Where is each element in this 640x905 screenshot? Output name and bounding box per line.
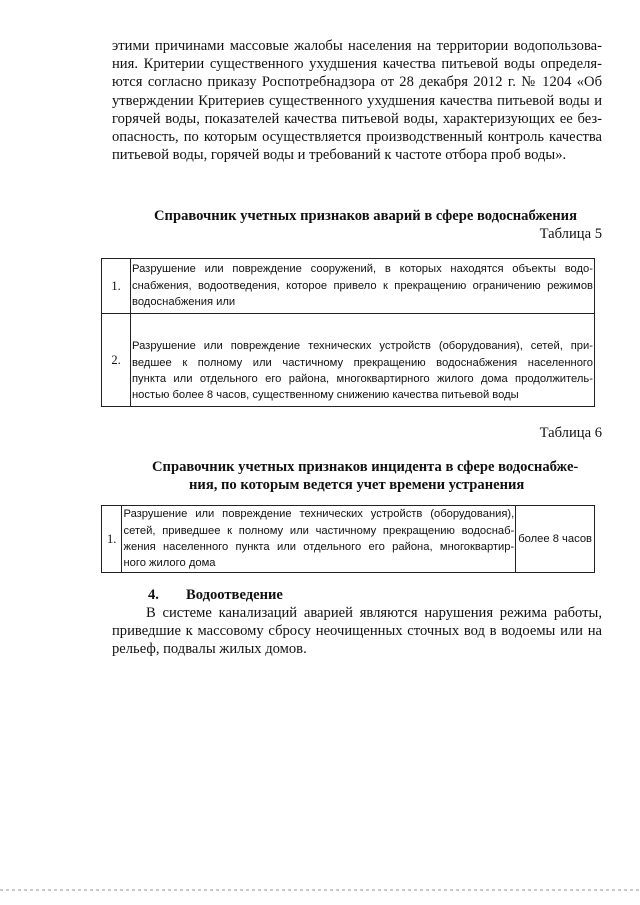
row-number: 1.: [102, 506, 122, 573]
section4-number: 4.: [148, 587, 159, 603]
row-text-line: снабжения, водоотведения, которое привело к прекращению ограничению режимов: [132, 279, 593, 292]
row-text-line: сетей, приведшее к полному или частичному прекращению водоснаб-: [123, 524, 515, 537]
row-number: 1.: [102, 259, 131, 314]
row-duration: более 8 часов: [516, 506, 595, 573]
table-row: [102, 506, 595, 573]
row-text-line: ного жилого дома: [123, 557, 216, 570]
row-text-line: Разрушение или повреждение технических устройств (оборудования),: [123, 508, 515, 521]
section4-line: приведшие к массовому сбросу неочищенных сточных вод в водоемы или на: [112, 623, 602, 640]
scan-artifact-line: [0, 889, 640, 891]
intro-line: ния. Критерии существенного ухудшения качества питьевой воды определя-: [112, 56, 602, 73]
intro-line: этими причинами массовые жалобы населения на территории водопользова-: [112, 38, 602, 54]
row-text-line: жения населенного пункта или отдельного его района, многоквартир-: [123, 541, 515, 553]
row-text-line: водоснабжения или: [132, 296, 236, 309]
table5-heading: Справочник учетных признаков аварий в сфере водоснабжения: [154, 208, 577, 224]
row-text-line: ностью более 8 часов, существенному снижению качества питьевой воды: [132, 389, 519, 402]
table6: [101, 505, 595, 573]
section4-title: Водоотведение: [186, 587, 283, 603]
row-text: [131, 259, 595, 314]
intro-paragraph: [112, 37, 602, 164]
row-text-line: Разрушение или повреждение сооружений, в которых находятся объекты водо-: [132, 263, 593, 276]
row-text: [131, 314, 595, 407]
table-row: [102, 259, 595, 314]
intro-line: утверждении Критериев существенного ухудшения качества питьевой воды и: [112, 92, 602, 109]
intro-line: опасность, по которым осуществляется производственный контроль качества: [112, 129, 602, 146]
table5-label: Таблица 5: [539, 226, 602, 242]
row-text-line: Разрушение или повреждение технических устройств (оборудования), сетей, при-: [132, 340, 593, 353]
table-row: [102, 314, 595, 407]
table5: [101, 258, 595, 407]
intro-line: горячей воды, показателей качества питьевой воды, характеризующих ее без-: [112, 110, 602, 127]
section4-paragraph: [112, 604, 602, 659]
intro-line: питьевой воды, горячей воды и требований к частоте отбора проб воды».: [112, 147, 567, 164]
table6-heading-line: Справочник учетных признаков инцидента в сфере водоснабже-: [152, 459, 579, 475]
intro-line: ются согласно приказу Роспотребнадзора от 28 декабря 2012 г. № 1204 «Об: [112, 74, 602, 91]
table6-label: Таблица 6: [539, 425, 602, 441]
section4-line: В системе канализаций аварией являются нарушения режима работы,: [146, 605, 602, 621]
row-text-line: пункта или отдельного его района, многоквартирного жилого дома продолжитель-: [132, 373, 593, 385]
section4-line: рельеф, подвалы жилых домов.: [112, 641, 307, 658]
row-text-line: ведшее к полному или частичному прекращению водоснабжения населенного: [132, 356, 593, 369]
row-number: 2.: [102, 314, 131, 407]
table6-heading-line: ния, по которым ведется учет времени устранения: [189, 477, 525, 493]
row-text: [122, 506, 516, 573]
